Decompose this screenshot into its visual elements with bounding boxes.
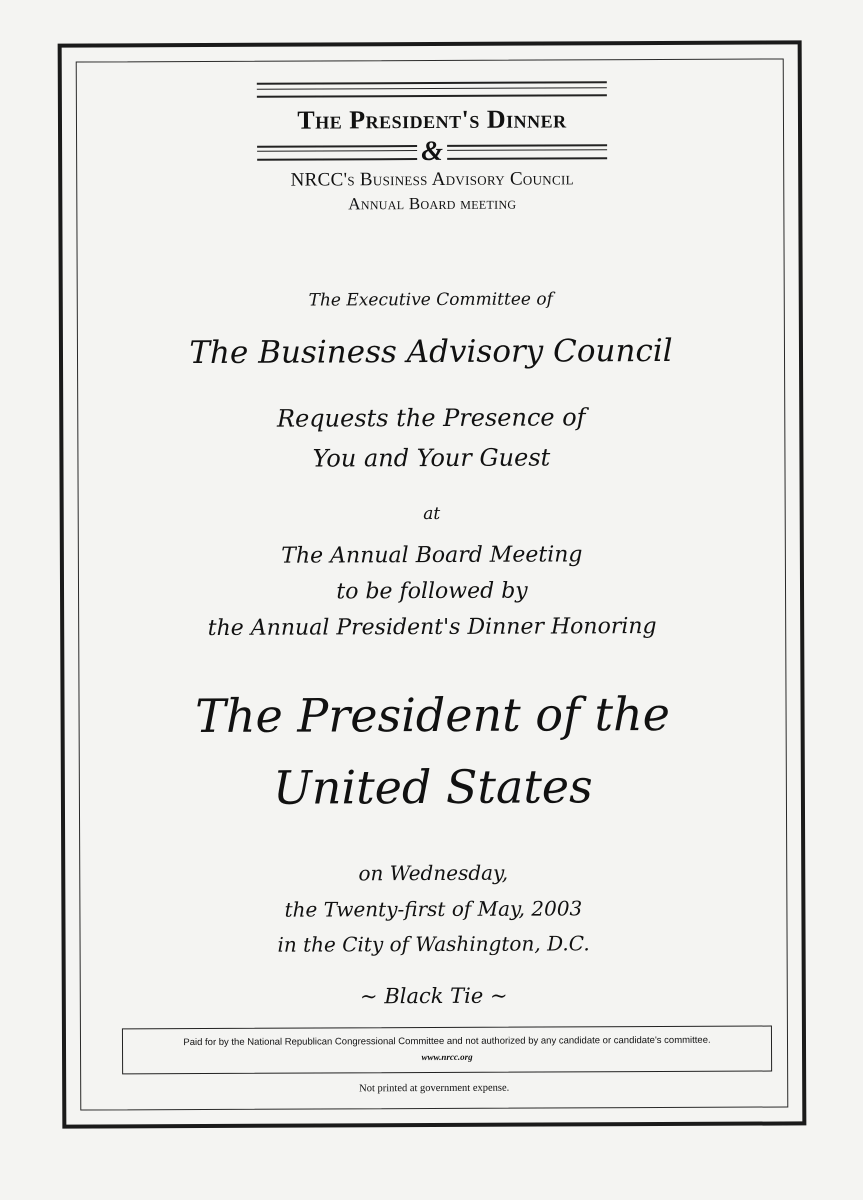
right-triple-rule <box>447 144 607 160</box>
council-name: The Business Advisory Council <box>189 332 673 372</box>
requests-line: Requests the Presence of <box>276 403 586 433</box>
ampersand: & <box>421 135 444 168</box>
not-printed-notice: Not printed at government expense. <box>359 1082 510 1095</box>
left-triple-rule <box>257 145 417 161</box>
header-block <box>257 81 608 215</box>
executive-committee-line: The Executive Committee of <box>308 289 553 311</box>
day-line: on Wednesday, <box>358 860 509 886</box>
dinner-title: The President's Dinner <box>297 104 567 135</box>
annual-meeting-line: Annual Board meeting <box>348 193 517 214</box>
city-line: in the City of Washington, D.C. <box>277 931 590 957</box>
date-line: the Twenty-first of May, 2003 <box>284 896 583 922</box>
top-triple-rule <box>257 81 607 98</box>
followed-by-line: to be followed by <box>336 578 528 605</box>
ampersand-divider <box>257 135 607 168</box>
disclaimer-box <box>122 1026 772 1075</box>
paid-for-disclaimer: Paid for by the National Republican Congressional Committee and not authorized by any candidate or candidate's committee. <box>183 1034 711 1049</box>
at-line: at <box>423 503 441 525</box>
nrcc-url: www.nrcc.org <box>421 1051 473 1063</box>
invitation-card-outer-border <box>58 40 807 1128</box>
guest-line: You and Your Guest <box>312 443 551 473</box>
council-line: NRCC's Business Advisory Council <box>290 168 574 191</box>
board-meeting-line: The Annual Board Meeting <box>281 542 583 569</box>
invitation-content <box>62 44 803 1124</box>
dinner-honoring-line: the Annual President's Dinner Honoring <box>207 614 657 641</box>
dress-code: ~ Black Tie ~ <box>359 983 508 1009</box>
honoree-line-2: United States <box>272 759 593 815</box>
honoree-line-1: The President of the <box>195 686 671 744</box>
